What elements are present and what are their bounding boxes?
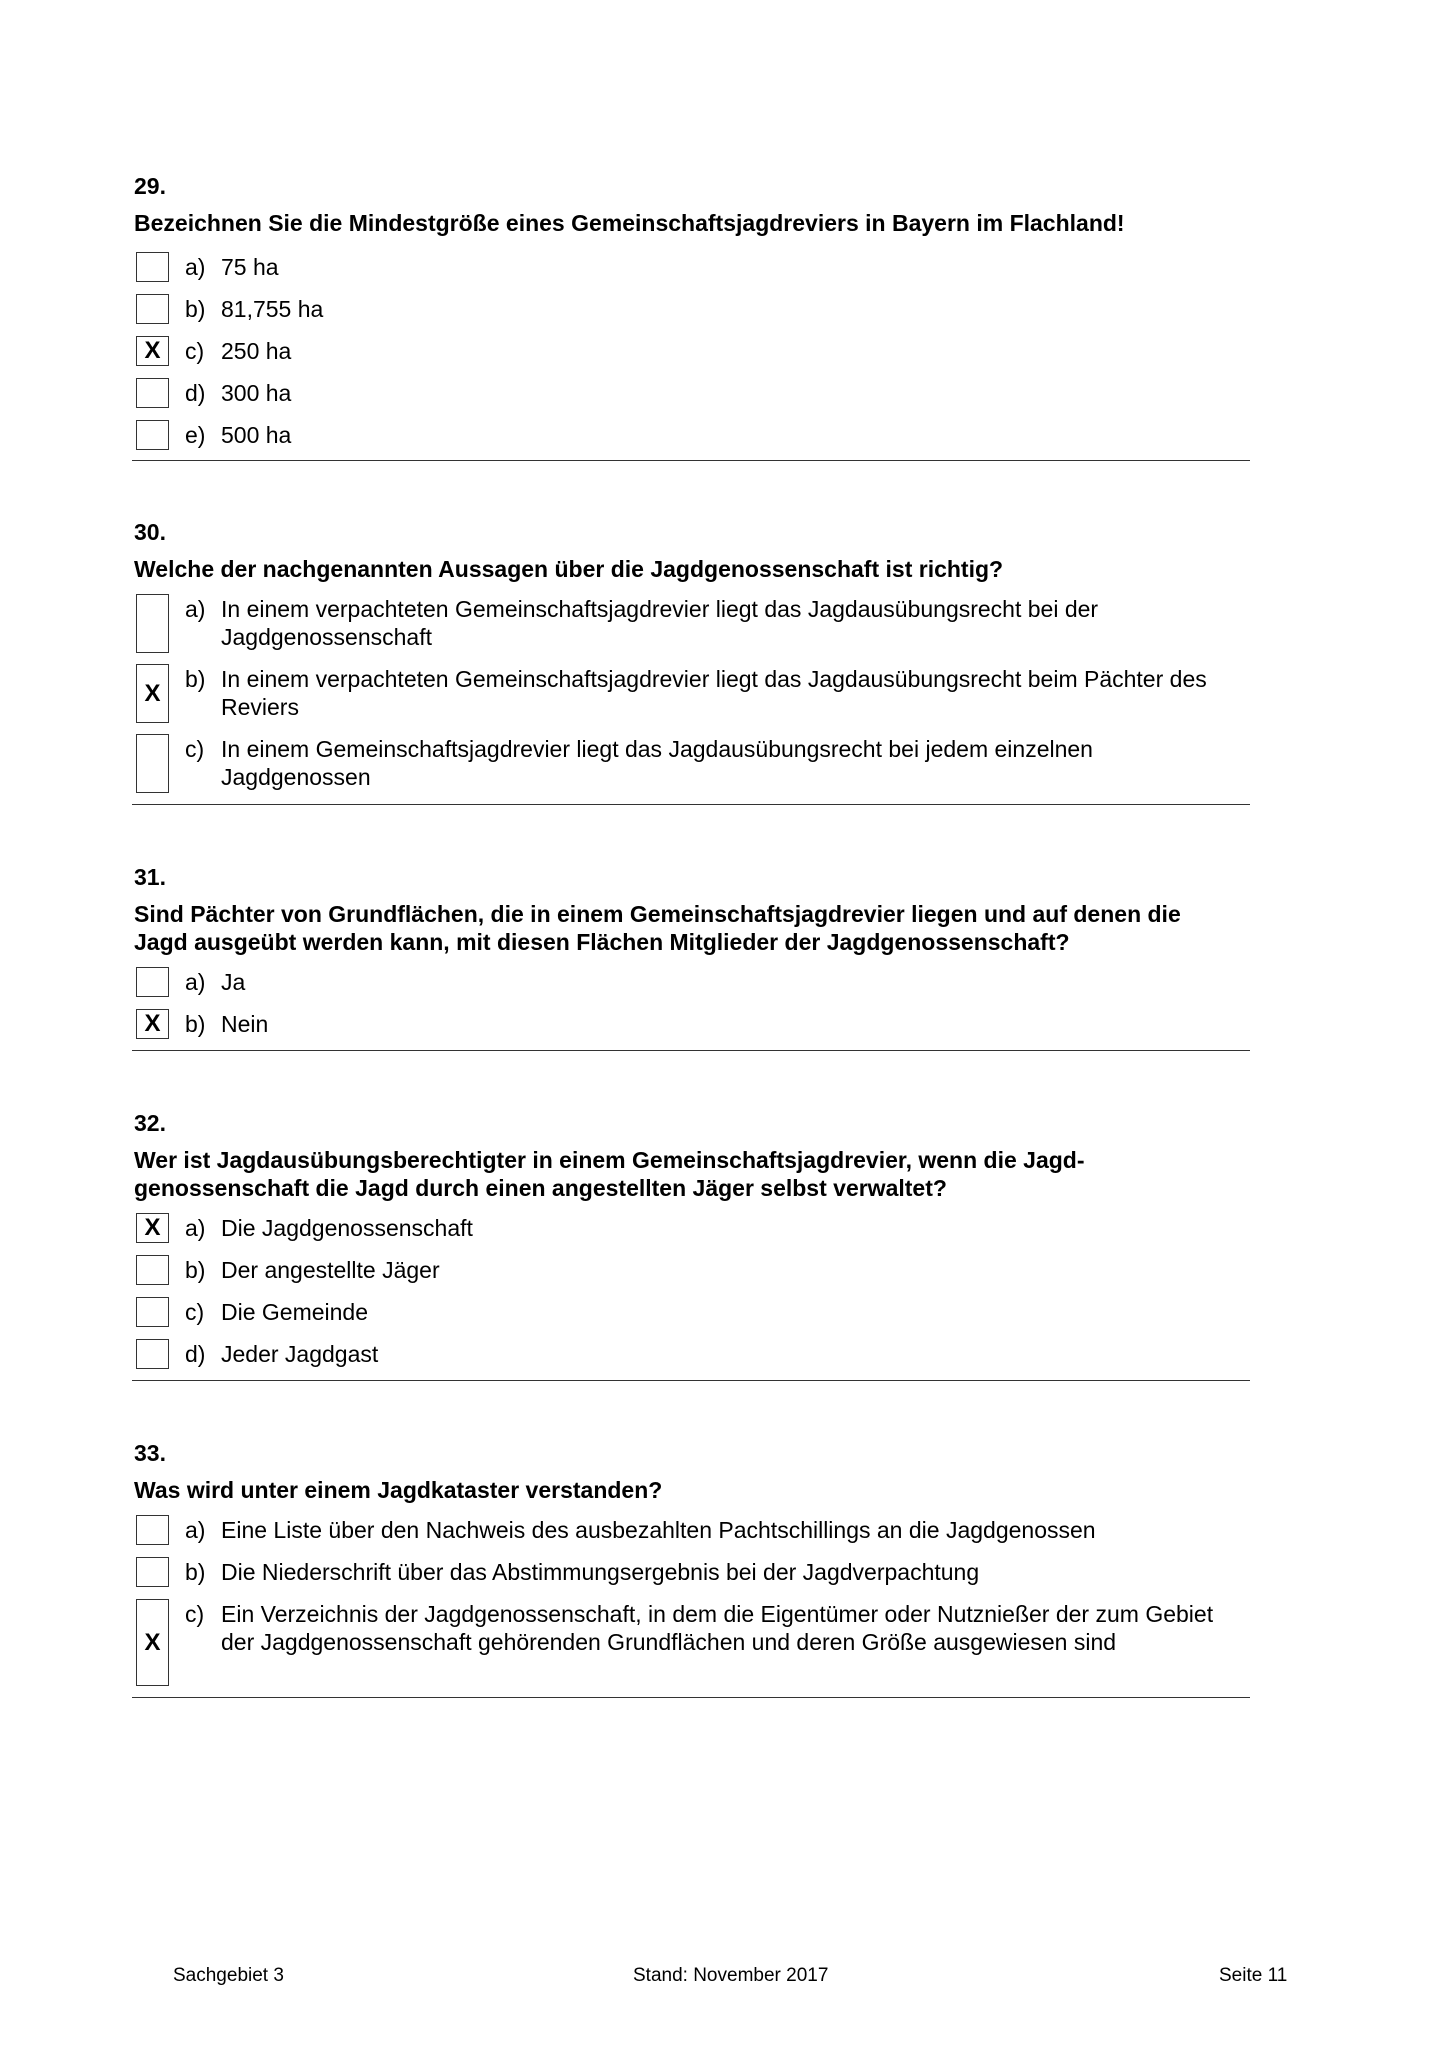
- question-number: 31.: [134, 864, 166, 890]
- option-letter: b): [185, 1559, 206, 1585]
- footer-page-number: Seite 11: [1219, 1965, 1288, 1986]
- option-text: Die Jagdgenossenschaft: [221, 1215, 473, 1241]
- question-number: 30.: [134, 519, 166, 545]
- option-text: In einem verpachteten Gemeinschaftsjagdrevier liegt das Jagdausübungsrecht beim Pächter des Reviers: [221, 666, 1207, 720]
- option-text: Nein: [221, 1011, 269, 1037]
- answer-checkbox[interactable]: [136, 252, 169, 282]
- option-text: 81,755 ha: [221, 296, 324, 322]
- answer-checkbox[interactable]: [136, 1255, 169, 1285]
- answer-checkbox[interactable]: [136, 734, 169, 793]
- question-divider: [132, 804, 1250, 805]
- question-number: 29.: [134, 173, 166, 199]
- answer-checkbox[interactable]: [136, 967, 169, 997]
- question-text: Wer ist Jagdausübungsberechtigter in einem Gemeinschaftsjagdrevier, wenn die Jagd-genossenschaft die Jagd durch einen angestellten Jäger selbst verwaltet?: [134, 1147, 1085, 1201]
- option-letter: b): [185, 1011, 206, 1037]
- question-text: Welche der nachgenannten Aussagen über die Jagdgenossenschaft ist richtig?: [134, 556, 1004, 582]
- option-text: Die Niederschrift über das Abstimmungsergebnis bei der Jagdverpachtung: [221, 1559, 980, 1585]
- option-text: 250 ha: [221, 338, 292, 364]
- option-text: In einem Gemeinschaftsjagdrevier liegt das Jagdausübungsrecht bei jedem einzelnen Jagdgenossen: [221, 736, 1093, 790]
- option-text: Ein Verzeichnis der Jagdgenossenschaft, in dem die Eigentümer oder Nutznießer der zum Gebiet der Jagdgenossenschaft gehörenden Grundflächen und deren Größe ausgewiesen sind: [221, 1601, 1214, 1655]
- question-divider: [132, 1697, 1250, 1698]
- option-letter: a): [185, 254, 206, 280]
- question-divider: [132, 1380, 1250, 1381]
- answer-checkbox[interactable]: [136, 420, 169, 450]
- option-text: Ja: [221, 969, 246, 995]
- option-text: 500 ha: [221, 422, 292, 448]
- answer-checkbox[interactable]: [136, 294, 169, 324]
- footer-section: Sachgebiet 3: [173, 1965, 284, 1986]
- question-text: Was wird unter einem Jagdkataster verstanden?: [134, 1477, 663, 1503]
- answer-checkbox[interactable]: [136, 1297, 169, 1327]
- option-letter: b): [185, 666, 206, 692]
- option-letter: a): [185, 1215, 206, 1241]
- answer-checkbox[interactable]: [136, 594, 169, 653]
- option-letter: d): [185, 1341, 206, 1367]
- option-letter: b): [185, 296, 206, 322]
- answer-checkbox[interactable]: [136, 1515, 169, 1545]
- answer-checkbox[interactable]: X: [136, 1213, 169, 1243]
- question-number: 33.: [134, 1440, 166, 1466]
- answer-checkbox[interactable]: X: [136, 336, 169, 366]
- option-letter: a): [185, 596, 206, 622]
- option-letter: a): [185, 1517, 206, 1543]
- option-text: Eine Liste über den Nachweis des ausbezahlten Pachtschillings an die Jagdgenossen: [221, 1517, 1096, 1543]
- question-divider: [132, 460, 1250, 461]
- option-text: In einem verpachteten Gemeinschaftsjagdrevier liegt das Jagdausübungsrecht bei der Jagdgenossenschaft: [221, 596, 1099, 650]
- option-letter: a): [185, 969, 206, 995]
- option-letter: d): [185, 380, 206, 406]
- answer-checkbox[interactable]: [136, 378, 169, 408]
- option-text: Der angestellte Jäger: [221, 1257, 440, 1283]
- answer-checkbox[interactable]: [136, 1557, 169, 1587]
- footer-date: Stand: November 2017: [633, 1965, 829, 1986]
- question-number: 32.: [134, 1110, 166, 1136]
- option-letter: c): [185, 1299, 205, 1325]
- option-letter: c): [185, 1601, 205, 1627]
- option-letter: c): [185, 736, 205, 762]
- option-letter: e): [185, 422, 206, 448]
- option-text: Die Gemeinde: [221, 1299, 369, 1325]
- option-text: Jeder Jagdgast: [221, 1341, 379, 1367]
- answer-checkbox[interactable]: X: [136, 664, 169, 723]
- option-letter: c): [185, 338, 205, 364]
- answer-checkbox[interactable]: X: [136, 1009, 169, 1039]
- answer-checkbox[interactable]: X: [136, 1599, 169, 1686]
- question-text: Bezeichnen Sie die Mindestgröße eines Gemeinschaftsjagdreviers in Bayern im Flachland!: [134, 210, 1125, 236]
- question-divider: [132, 1050, 1250, 1051]
- option-letter: b): [185, 1257, 206, 1283]
- answer-checkbox[interactable]: [136, 1339, 169, 1369]
- question-text: Sind Pächter von Grundflächen, die in einem Gemeinschaftsjagdrevier liegen und auf denen die Jagd ausgeübt werden kann, mit diesen Flächen Mitglieder der Jagdgenossenschaft?: [134, 901, 1181, 955]
- option-text: 300 ha: [221, 380, 292, 406]
- option-text: 75 ha: [221, 254, 279, 280]
